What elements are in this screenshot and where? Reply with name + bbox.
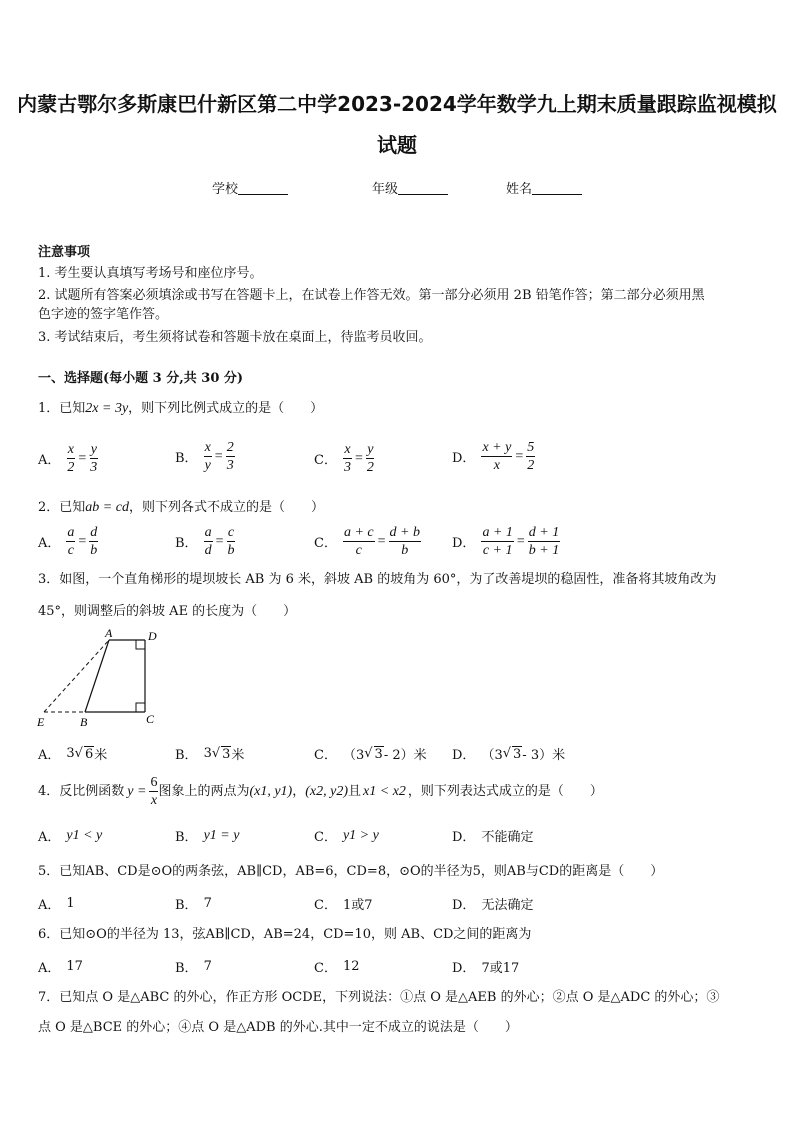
trapezoid-figure (32, 622, 162, 732)
q3-option-c[interactable]: C． （3 √ 3 - 2）米 (314, 746, 427, 763)
notice-item: 3. 考试结束后，考生须将试卷和答题卡放在桌面上，待监考员收回。 (38, 330, 432, 345)
notice-heading: 注意事项 (38, 245, 91, 260)
option-label: A． (38, 961, 61, 976)
label-e: E (37, 715, 45, 729)
q4-sep: ， (292, 784, 306, 799)
q2-option-b[interactable]: B． $\frac{a}{d}$ = $\frac{c}{b}$ (175, 525, 235, 558)
q2-post: ，则下列各式不成立的是（ ） (128, 500, 324, 515)
q1-option-d[interactable]: D． $\frac{x + y}{x}$ = $\frac{5}{2}$ (452, 440, 535, 473)
q3-option-d[interactable]: D． （3 √ 3 - 3）米 (452, 746, 566, 763)
fraction: $\frac{d}{b}$ (90, 525, 98, 558)
option-label: C． (314, 830, 337, 845)
fraction: $\frac{a}{d}$ (204, 525, 212, 558)
question-4-stem (38, 775, 603, 808)
q6-option-d[interactable]: D． 7或17 (452, 957, 519, 976)
fraction: $\frac{a}{c}$ (67, 525, 75, 558)
q6-option-b[interactable]: B． 7 (175, 959, 212, 976)
fraction: $\frac{c}{b}$ (227, 525, 235, 558)
q6-option-a[interactable]: A． 17 (38, 959, 83, 976)
q4-option-c[interactable]: C． y1 > y (314, 827, 379, 845)
slope-ae-dashed (44, 640, 109, 712)
question-6-stem: 6．已知⊙O的半径为 13，弦AB∥CD，AB=24，CD=10，则 AB、CD之间的距离为 (38, 927, 532, 942)
grade-field (372, 181, 448, 198)
fraction: $\frac{2}{3}$ (226, 440, 234, 473)
option-label: C． (314, 536, 337, 551)
q3-option-b[interactable]: B． 3 √ 3 米 (175, 746, 245, 763)
q5-option-d[interactable]: D． 无法确定 (452, 894, 533, 913)
option-label: A． (38, 536, 61, 551)
name-label: 姓名 (506, 182, 533, 197)
option-label: C． (314, 748, 337, 763)
slope-ab (85, 640, 109, 712)
fraction: $\frac{y}{2}$ (366, 442, 374, 475)
option-label: B． (175, 830, 198, 845)
q4-option-b[interactable]: B． y1 = y (175, 827, 240, 845)
q4-point-1: (x1, y1) (249, 784, 293, 799)
fraction: $\frac{5}{2}$ (527, 440, 535, 473)
fraction: $\frac{x}{3}$ (343, 442, 351, 475)
q4-post: ，则下列表达式成立的是（ ） (407, 784, 603, 799)
q4-cond-pre: 且 (348, 784, 362, 799)
label-a: A (105, 626, 113, 640)
option-label: A． (38, 748, 61, 763)
school-blank (238, 182, 288, 195)
question-1-stem (38, 400, 323, 417)
fraction: $\frac{a + 1}{c + 1}$ (482, 525, 513, 558)
q2-pre: 2．已知 (38, 500, 86, 515)
q5-option-c[interactable]: C． 1或7 (314, 894, 373, 913)
option-label: D． (452, 748, 476, 763)
option-label: D． (452, 536, 476, 551)
q2-option-a[interactable]: A． $\frac{a}{c}$ = $\frac{d}{b}$ (38, 525, 98, 558)
q1-pre: 1．已知 (38, 401, 86, 416)
right-angle-mark-c (136, 703, 145, 712)
q5-option-a[interactable]: A． 1 (38, 896, 75, 913)
fraction: $\frac{a + c}{c}$ (343, 525, 374, 558)
section-heading: 一、选择题(每小题 3 分,共 30 分) (38, 371, 244, 386)
fraction: $\frac{x + y}{x}$ (482, 440, 512, 473)
notice-item: 1. 考生要认真填写考场号和座位序号。 (38, 266, 263, 281)
option-label: D． (452, 830, 476, 845)
fraction: $\frac{y}{3}$ (90, 442, 98, 475)
notice-item: 2. 试题所有答案必须填涂或书写在答题卡上，在试卷上作答无效。第一部分必须用 2B 铅笔作答；第二部分必须用黑 (38, 288, 705, 303)
name-field (506, 181, 582, 198)
name-blank (532, 182, 582, 195)
q1-condition: 2x = 3y (85, 401, 129, 416)
option-label: B． (175, 536, 198, 551)
fraction: $\frac{d + 1}{b + 1}$ (528, 525, 560, 558)
option-label: A． (38, 453, 61, 468)
fraction: $\frac{d + b}{b}$ (389, 525, 420, 558)
question-7-stem: 7．已知点 O 是△ABC 的外心，作正方形 OCDE，下列说法：①点 O 是△AEB 的外心；②点 O 是△ADC 的外心；③ (38, 990, 720, 1005)
q4-function-lhs: y = (127, 784, 147, 799)
q4-option-a[interactable]: A． y1 < y (38, 827, 103, 845)
option-label: D． (452, 451, 476, 466)
label-d: D (148, 629, 157, 643)
right-angle-mark-d (136, 640, 145, 649)
school-label: 学校 (212, 182, 239, 197)
page-title: 内蒙古鄂尔多斯康巴什新区第二中学2023-2024学年数学九上期末质量跟踪监视模拟 (17, 92, 777, 116)
q2-option-d[interactable]: D． $\frac{a + 1}{c + 1}$ = $\frac{d + 1}{b + 1}$ (452, 525, 560, 558)
grade-label: 年级 (372, 182, 399, 197)
option-label: B． (175, 961, 198, 976)
q4-function-fraction: $\frac{6}{x}$ (150, 775, 158, 808)
grade-blank (398, 182, 448, 195)
q3-option-a[interactable]: A． 3 √ 6 米 (38, 746, 108, 763)
option-label: C． (314, 961, 337, 976)
q5-option-b[interactable]: B． 7 (175, 896, 212, 913)
q4-condition: x1 < x2 (363, 784, 406, 799)
q2-option-c[interactable]: C． $\frac{a + c}{c}$ = $\frac{d + b}{b}$ (314, 525, 420, 558)
option-label: A． (38, 830, 61, 845)
q1-option-a[interactable]: A． $\frac{x}{2}$ = $\frac{y}{3}$ (38, 442, 98, 475)
q4-pre: 4．反比例函数 (38, 784, 125, 799)
q1-option-c[interactable]: C． $\frac{x}{3}$ = $\frac{y}{2}$ (314, 442, 374, 475)
fraction: $\frac{x}{y}$ (204, 440, 211, 473)
label-c: C (146, 712, 155, 726)
q2-condition: ab = cd (85, 500, 129, 515)
q4-point-2: (x2, y2) (305, 784, 349, 799)
notice-item: 色字迹的签字笔作答。 (38, 307, 169, 322)
option-label: A． (38, 898, 61, 913)
q4-mid: 图象上的两点为 (158, 784, 250, 799)
school-field (212, 181, 288, 198)
option-label: D． (452, 898, 476, 913)
option-label: B． (175, 451, 198, 466)
option-label: B． (175, 748, 198, 763)
question-3-stem: 3．如图，一个直角梯形的堤坝坡长 AB 为 6 米，斜坡 AB 的坡角为 60°，为了改善堤坝的稳固性，准备将其坡角改为 (38, 572, 717, 587)
option-label: C． (314, 898, 337, 913)
question-7-stem-2: 点 O 是△BCE 的外心；④点 O 是△ADB 的外心.其中一定不成立的说法是（ ） (38, 1020, 518, 1035)
label-b: B (80, 715, 88, 729)
q1-option-b[interactable]: B． $\frac{x}{y}$ = $\frac{2}{3}$ (175, 440, 234, 473)
question-2-stem (38, 499, 324, 516)
fraction: $\frac{x}{2}$ (67, 442, 75, 475)
q1-post: ，则下列比例式成立的是（ ） (128, 401, 324, 416)
option-label: B． (175, 898, 198, 913)
question-3-stem-2: 45°，则调整后的斜坡 AE 的长度为（ ） (38, 604, 297, 619)
q6-option-c[interactable]: C． 12 (314, 959, 360, 976)
q4-option-d[interactable]: D． 不能确定 (452, 826, 533, 845)
option-label: D． (452, 961, 476, 976)
option-label: C． (314, 453, 337, 468)
page-title-line2: 试题 (377, 133, 417, 157)
question-5-stem: 5．已知AB、CD是⊙O的两条弦，AB∥CD，AB=6，CD=8，⊙O的半径为5，则AB与CD的距离是（ ） (38, 864, 664, 879)
